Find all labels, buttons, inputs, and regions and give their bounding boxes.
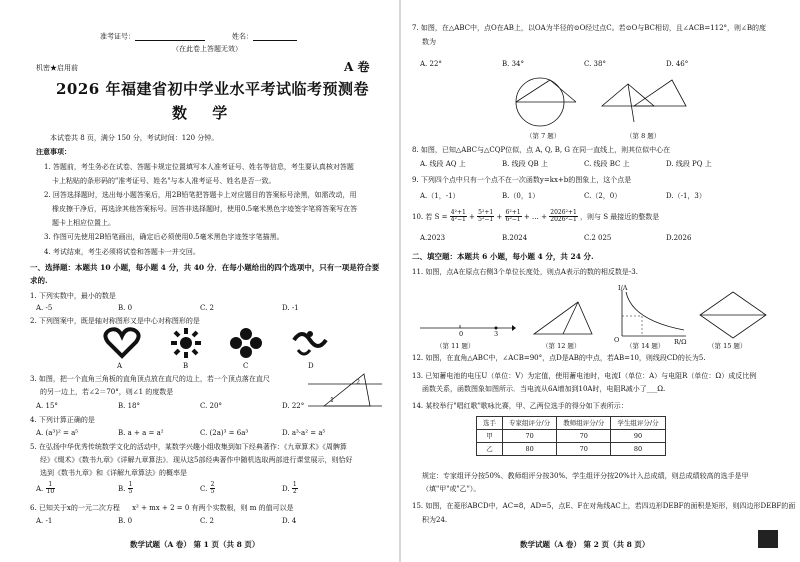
numerator: 1: [128, 481, 133, 488]
graph-origin-label: O: [614, 336, 620, 344]
q7-stem-cont: 数为: [422, 38, 436, 46]
q2-option-b[interactable]: B: [183, 362, 189, 370]
fraction: $\frac{\text{5²+1}}{\text{5²−1}}$: [478, 209, 494, 224]
fraction: $\frac{\text{4²+1}}{\text{4²−1}}$: [450, 209, 466, 224]
q10-tail: ，则与 S 最接近的整数是: [580, 212, 660, 221]
q9-option-c[interactable]: C.（2，0）: [584, 192, 622, 200]
fraction: $\frac{\text{6²+1}}{\text{6²−1}}$: [505, 209, 521, 224]
table-header-cell: 选手: [477, 417, 503, 430]
q2-option-d[interactable]: D: [308, 362, 314, 370]
note-line: 橡皮擦干净后，再选涂其他答案标号。回答非选择题时，使用0.5毫米黑色字迹签字笔将答案写在答: [52, 205, 358, 213]
q11-stem: 11. 如图，点A在原点右侧3个单位长度处，则点A表示的数的相反数是-3.: [412, 268, 638, 276]
q5-option-d[interactable]: [282, 482, 298, 496]
q9-option-a[interactable]: A.（1，-1）: [420, 192, 460, 200]
q14-rule-cont: （填"甲"或"乙"）。: [422, 485, 481, 493]
q8-option-c[interactable]: C. 线段 BC 上: [584, 160, 630, 168]
denominator: 10: [46, 488, 55, 496]
q10-option-d[interactable]: D.2026: [666, 234, 692, 242]
q6-stem-text: 6. 已知关于x的一元二次方程: [30, 504, 120, 512]
table-header-cell: 教师组评分/分: [557, 417, 611, 430]
fraction: $\frac{\text{2026²+1}}{\text{2026²−1}}$: [550, 209, 577, 224]
note-line: 1. 答题前，考生务必在试卷、答题卡规定位置填写本人准考证号、姓名等信息，考生要认真核对答题: [44, 163, 354, 171]
q8-option-a[interactable]: A. 线段 AQ 上: [420, 160, 466, 168]
no-answer-note: （在此卷上答题无效）: [172, 45, 242, 53]
q10-stem: 10. 若 S = $\frac{\text{4²+1}}{\text{4²−1}}$ + $\frac{\text{5²+1}}{\text{5²−1}}$ + $\frac{\text{6²+1}}{\text{6²−1}}$ + … + $\frac{\text{2026²+1}}{\text{2026²−1}}$ ，则与 S 最接近的整数是: [412, 209, 660, 224]
q4-option-b[interactable]: B. a + a = a²: [118, 429, 164, 437]
exam-intro: 本试卷共 8 页，满分 150 分，考试时间：120 分钟。: [50, 134, 219, 142]
graph-x-axis-label: R/Ω: [674, 338, 687, 346]
q2-option-c[interactable]: C: [243, 362, 249, 370]
note-line: 题卡上相应位置上。: [52, 219, 115, 227]
qr-code-icon: [758, 530, 778, 548]
option-letter: D.: [282, 484, 290, 493]
q5-stem: 5. 在弘扬中华优秀传统数学文化的活动中，某数学兴趣小组收集到如下经典著作：《九章算术》《周髀算: [30, 443, 347, 451]
q10-option-b[interactable]: B.2024: [502, 234, 528, 242]
q7-option-c[interactable]: C. 38°: [584, 60, 606, 68]
q8-similar-triangles-figure: [598, 74, 690, 130]
fig14-caption: （第 14 题）: [626, 342, 665, 350]
q2-option-a[interactable]: A: [117, 362, 123, 370]
fraction: [292, 482, 298, 496]
section-1-heading-cont: 求的.: [30, 276, 48, 285]
note-line: 2. 回答选择题时，选出每小题答案后，用2B铅笔把答题卡上对应题目的答案标号涂黑，如需改动，用: [44, 191, 357, 199]
table-cell: 90: [611, 430, 665, 443]
page-1-footer: 数学试题（A 卷） 第 1 页（共 8 页）: [130, 540, 260, 549]
q3-option-c[interactable]: C. 20°: [200, 402, 222, 410]
denominator: 2: [292, 488, 297, 496]
exam-number-field[interactable]: [100, 32, 205, 41]
name-label: 姓名：: [232, 32, 253, 41]
fig12-caption: （第 12 题）: [542, 342, 581, 350]
q3-stem: 3. 如图，把一个直角三角板的直角顶点放在直尺的边上，若一个顶点落在直尺: [30, 375, 270, 383]
table-header-cell: 专家组评分/分: [503, 417, 557, 430]
clover-pattern-icon[interactable]: [228, 326, 264, 360]
q3-angle-2-label: 2: [356, 378, 361, 386]
q8-option-d[interactable]: D. 线段 PQ 上: [666, 160, 712, 168]
q9-stem: 9. 下列四个点中只有一个点不在一次函数y=kx+b的图象上，这个点是: [412, 176, 632, 184]
subject-title: 数 学: [172, 104, 238, 122]
table-row: [477, 443, 666, 456]
numerator: 2: [210, 481, 215, 488]
q15-rhombus-figure: [698, 290, 768, 340]
q13-stem: 13. 已知蓄电池的电压U（单位：V）为定值，使用蓄电池时，电流I（单位：A）与电阻R（单位：Ω）成反比例: [412, 372, 757, 380]
option-letter: A.: [36, 484, 44, 493]
note-line: 卡上粘贴的条形码的"准考证号、姓名"与本人准考证号、姓名是否一致。: [52, 177, 276, 185]
q10-option-c[interactable]: C.2 025: [584, 234, 612, 242]
q3-ruler-triangle-figure: [304, 370, 384, 414]
heart-pattern-icon[interactable]: [102, 326, 142, 360]
q12-right-triangle-figure: [530, 296, 596, 340]
q3-option-a[interactable]: A. 15°: [36, 402, 58, 410]
q1-stem: 1. 下列实数中，最小的数是: [30, 292, 116, 300]
table-row: [477, 430, 666, 443]
q6-option-b[interactable]: B. 0: [118, 517, 133, 525]
q3-option-b[interactable]: B. 18°: [118, 402, 141, 410]
table-cell: 70: [557, 430, 611, 443]
q13-stem-cont: 函数关系，函数图象如图所示．当电流从6A增加到10A时，电阻R减小了___Ω.: [422, 385, 666, 393]
wave-pattern-icon[interactable]: [292, 328, 328, 358]
table-cell: 甲: [477, 430, 503, 443]
fig15-caption: （第 15 题）: [708, 342, 747, 350]
q11-number-line-figure: [416, 302, 516, 338]
fraction: [128, 482, 134, 496]
q4-option-c[interactable]: C. (2a)³ = 6a³: [200, 429, 249, 437]
q7-option-b[interactable]: B. 34°: [502, 60, 525, 68]
q7-option-a[interactable]: A. 22°: [420, 60, 442, 68]
table-cell: 乙: [477, 443, 503, 456]
q5-option-b[interactable]: [118, 482, 133, 496]
name-field[interactable]: [232, 32, 297, 41]
numerator: 1: [292, 481, 297, 488]
q12-stem: 12. 如图，在直角△ABC中，∠ACB=90°，点D是AB的中点，若AB=10，则线段CD的长为5.: [412, 354, 706, 362]
q10-option-a[interactable]: A.2023: [420, 234, 446, 242]
q5-stem-cont: 经》《缀术》《数书九章》《详解九章算法》．现从这5部经典著作中随机选取两部进行课堂展示，则恰好: [40, 456, 353, 464]
q4-option-a[interactable]: A. (a³)² = a⁵: [36, 429, 79, 437]
q5-stem-cont: 选到《数书九章》和《详解九章算法》的概率是: [40, 469, 187, 477]
page-2-footer: 数学试题（A 卷） 第 2 页（共 8 页）: [520, 540, 650, 549]
note-line: 4. 考试结束，考生必须将试卷和答题卡一并交回。: [44, 248, 200, 256]
q1-option-d[interactable]: D. -1: [282, 304, 299, 312]
table-cell: 80: [611, 443, 665, 456]
q8-option-b[interactable]: B. 线段 QB 上: [502, 160, 548, 168]
option-letter: B.: [118, 484, 126, 493]
exam-number-label: 准考证号：: [100, 32, 135, 41]
page-divider: [399, 0, 401, 562]
q3-stem-cont: 的另一边上，若∠2＝70°，则∠1 的度数是: [40, 388, 174, 396]
table-cell: 80: [503, 443, 557, 456]
q13-inverse-graph-figure: [614, 286, 690, 342]
table-header-row: [477, 417, 666, 430]
number-line-three: 3: [494, 330, 499, 338]
number-line-zero: 0: [459, 330, 464, 338]
q7-option-d[interactable]: D. 46°: [666, 60, 689, 68]
q6-option-a[interactable]: A. -1: [36, 517, 53, 525]
table-cell: 70: [557, 443, 611, 456]
fig7-caption: （第 7 题）: [526, 132, 561, 140]
section-1-heading: 一、选择题：本题共 10 小题，每小题 4 分，共 40 分．在每小题给出的四个选项中，只有一项是符合要: [30, 263, 380, 272]
q10-sum-lead: S =: [434, 212, 448, 221]
q10-prefix: 10. 若: [412, 212, 433, 221]
q4-option-d[interactable]: D. a³·a² = a⁵: [282, 429, 326, 437]
q6-stem: [30, 504, 294, 513]
option-letter: C.: [200, 484, 208, 493]
q6-option-c[interactable]: C. 2: [200, 517, 215, 525]
fig11-caption: （第 11 题）: [436, 342, 475, 350]
juan-label: A 卷: [344, 60, 370, 74]
section-2-heading: 二、填空题：本题共 6 小题，每小题 4 分，共 24 分.: [412, 252, 594, 261]
fraction: [46, 482, 56, 496]
table-header-cell: 学生组评分/分: [611, 417, 665, 430]
q5-option-a[interactable]: [36, 482, 55, 496]
q15-stem: 15. 如图，在菱形ABCD中，AC=8，AD=5，点E、F在对角线AC上，若四边形DEBF的面积是矩形，则四边形DEBF的面: [412, 502, 796, 510]
q4-stem: 4. 下列计算正确的是: [30, 416, 95, 424]
notes-heading: 注意事项：: [36, 147, 71, 156]
sun-pattern-icon[interactable]: [168, 326, 204, 360]
q9-option-d[interactable]: D.（-1，3）: [666, 192, 706, 200]
q1-option-c[interactable]: C. 2: [200, 304, 215, 312]
numerator: 1: [46, 482, 56, 489]
q7-circle-figure: [506, 72, 578, 130]
denominator: 5: [210, 488, 215, 496]
score-table: [476, 416, 666, 456]
q1-option-b[interactable]: B. 0: [118, 304, 133, 312]
fig8-caption: （第 8 题）: [626, 132, 661, 140]
q15-stem-cont: 积为24.: [422, 516, 448, 524]
q2-stem: 2. 下列图案中，既是轴对称图形又是中心对称图形的是: [30, 317, 200, 325]
denominator: 5: [128, 488, 133, 496]
q8-stem: 8. 如图，已知△ABC与△CQP位似，点 A, Q, B, G 在同一直线上，则其位似中心在: [412, 146, 671, 154]
secret-mark: 机密★启用前: [36, 64, 78, 72]
q5-option-c[interactable]: [200, 482, 215, 496]
page-2: [402, 0, 800, 562]
q9-option-b[interactable]: B.（0，1）: [502, 192, 540, 200]
q1-option-a[interactable]: A. -5: [36, 304, 53, 312]
q6-option-d[interactable]: D. 4: [282, 517, 297, 525]
q7-stem: 7. 如图，在△ABC中，点O在AB上，以OA为半径的⊙O经过点C。若⊙O与BC相切，且∠ACB=112°，则∠B的度: [412, 24, 767, 32]
q3-option-d[interactable]: D. 22°: [282, 402, 305, 410]
q3-angle-1-label: 1: [330, 396, 335, 404]
page-title: 2026 年福建省初中学业水平考试临考预测卷: [56, 80, 369, 98]
table-cell: 70: [503, 430, 557, 443]
page-1: [0, 0, 398, 562]
note-line: 3. 作图可先使用2B铅笔画出，确定后必须使用0.5毫米黑色字迹签字笔描黑。: [44, 233, 284, 241]
q6-equation: x² + mx + 2 = 0 有两个实数根，则 m 的值可以是: [132, 504, 294, 512]
graph-y-axis-label: I/A: [618, 284, 628, 292]
q14-rule: 规定：专家组评分按50%、教师组评分按30%、学生组评分按20%计入总成绩，则总成绩较高的选手是甲: [422, 472, 749, 480]
fraction: [210, 482, 216, 496]
q14-stem: 14. 某校举行"唱红歌"歌咏比赛，甲、乙两位选手的得分如下表所示：: [412, 402, 628, 410]
